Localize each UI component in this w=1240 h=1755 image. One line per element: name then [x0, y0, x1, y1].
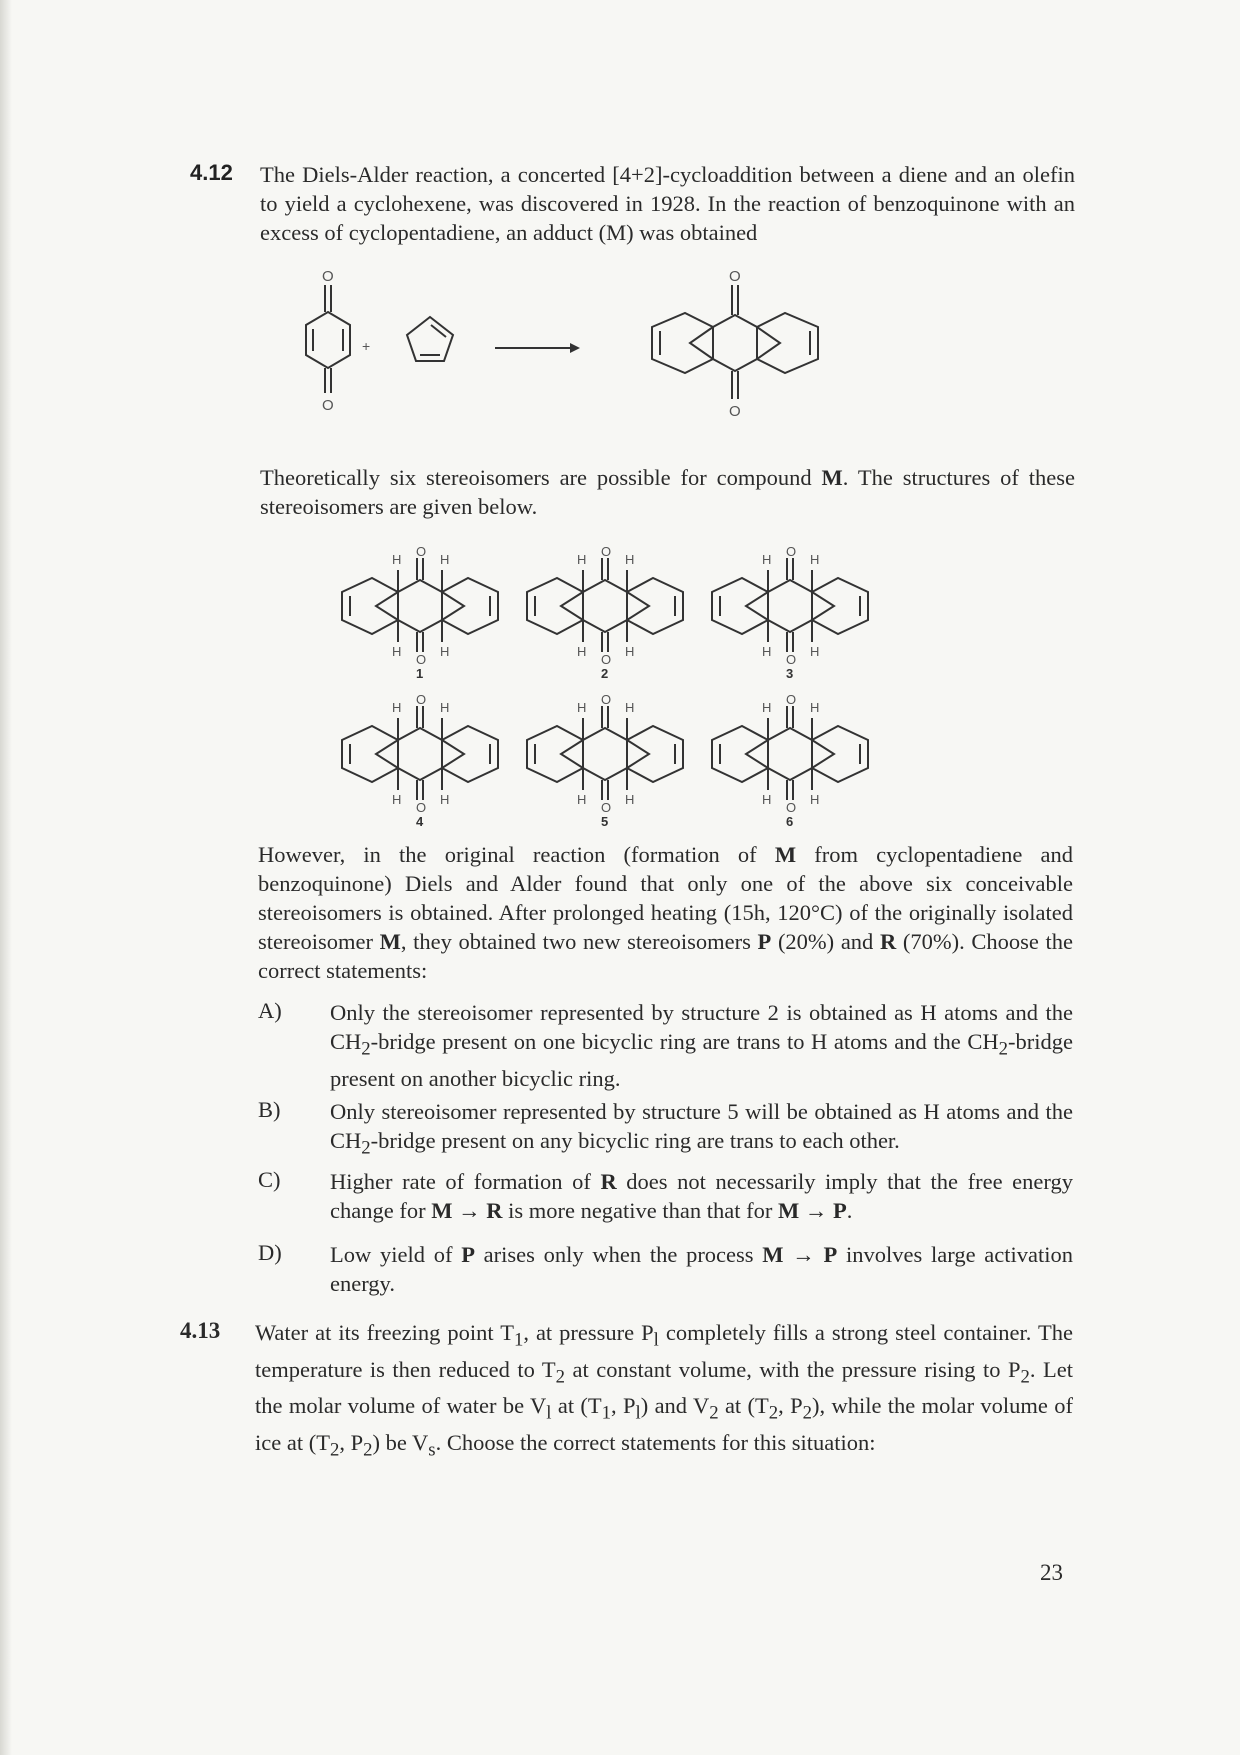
- option-c-text: Higher rate of formation of R does not necessarily imply that the free energy change for M → R is more negative than that for M → P.: [330, 1169, 1073, 1223]
- svg-text:H: H: [440, 644, 450, 659]
- svg-text:O: O: [416, 800, 427, 815]
- cyclopentadiene-structure: [407, 317, 453, 361]
- structure-label-2: 2: [601, 666, 609, 681]
- svg-text:O: O: [601, 652, 612, 667]
- svg-text:O: O: [416, 652, 427, 667]
- svg-text:H: H: [577, 552, 587, 567]
- svg-text:H: H: [577, 792, 587, 807]
- option-b-text: Only stereoisomer represented by structure 5 will be obtained as H atoms and the $CH_2$-bridge present on any bicyclic ring are trans to each other.: [330, 1099, 1073, 1159]
- svg-text:O: O: [786, 692, 797, 707]
- adduct-oxygen-top: O: [729, 268, 741, 285]
- svg-text:H: H: [625, 792, 635, 807]
- structure-label-6: 6: [786, 814, 794, 829]
- option-b-letter: B): [258, 1097, 281, 1122]
- structure-label-1: 1: [416, 666, 424, 681]
- stereoisomers-intro: Theoretically six stereoisomers are possible for compound M. The structures of these stereoisomers are given below.: [260, 465, 1075, 519]
- paragraph-however: However, in the original reaction (formation of M from cyclopentadiene and benzoquinone) Diels and Alder found that only one of the above six conceivable stereoisomers is obtained. After prolonged heating (15h, 120°C) of the originally isolated stereoisomer M, they obtained two new stereoisomers P (20%) and R (70%). Choose the correct statements:: [258, 842, 1074, 983]
- svg-text:H: H: [810, 552, 820, 567]
- svg-text:H: H: [762, 792, 772, 807]
- svg-text:O: O: [416, 544, 427, 559]
- svg-text:H: H: [810, 792, 820, 807]
- svg-text:H: H: [392, 792, 402, 807]
- stereoisomer-3: [712, 544, 868, 681]
- adduct-oxygen-bottom: O: [729, 403, 741, 420]
- svg-text:H: H: [440, 792, 450, 807]
- question-number-4-13: 4.13: [180, 1318, 221, 1343]
- question-4-12-intro: The Diels-Alder reaction, a concerted [4+2]-cycloaddition between a diene and an olefin to yield a cyclohexene, was discovered in 1928. In the reaction of benzoquinone with an excess of cyclopentadiene, an adduct (M) was obtained: [260, 162, 1075, 245]
- svg-text:O: O: [786, 652, 797, 667]
- reaction-arrowhead: [570, 343, 580, 353]
- svg-text:O: O: [786, 800, 797, 815]
- svg-text:H: H: [577, 644, 587, 659]
- svg-text:H: H: [440, 552, 450, 567]
- svg-text:H: H: [392, 644, 402, 659]
- page-edge-shadow: [0, 0, 12, 1755]
- svg-text:H: H: [810, 644, 820, 659]
- stereoisomer-4: [342, 692, 498, 829]
- svg-text:O: O: [601, 800, 612, 815]
- page-number: 23: [1040, 1560, 1063, 1585]
- structure-label-5: 5: [601, 814, 609, 829]
- option-a-text: Only the stereoisomer represented by structure 2 is obtained as H atoms and the $CH_2$-bridge present on one bicyclic ring are trans to H atoms and the $CH_2$-bridge present on another bicyclic ring.: [330, 1000, 1073, 1091]
- svg-text:H: H: [577, 700, 587, 715]
- stereoisomer-1: [342, 544, 498, 681]
- svg-text:O: O: [786, 544, 797, 559]
- question-4-13-text: Water at its freezing point $T_1$, at pressure $P_l$ completely fills a strong steel container. The temperature is then reduced to $T_2$ at constant volume, with the pressure rising to $P_2$. Let the molar volume of water be $V_l$ at ($T_1$, $P_l$) and $V_2$ at ($T_2$, $P_2$), while the molar volume of ice at ($T_2$, $P_2$) be $V_s$. Choose the correct statements for this situation:: [255, 1320, 1073, 1460]
- structure-label-3: 3: [786, 666, 794, 681]
- quinone-oxygen-top: O: [322, 268, 334, 285]
- option-c-letter: C): [258, 1167, 281, 1192]
- plus-sign: +: [362, 338, 371, 354]
- svg-text:H: H: [810, 700, 820, 715]
- svg-text:H: H: [625, 552, 635, 567]
- svg-text:H: H: [762, 700, 772, 715]
- svg-text:H: H: [625, 644, 635, 659]
- reaction-scheme: [280, 265, 840, 430]
- svg-text:H: H: [392, 552, 402, 567]
- svg-text:O: O: [416, 692, 427, 707]
- svg-text:H: H: [440, 700, 450, 715]
- stereoisomer-6: [712, 692, 868, 829]
- option-d-text: Low yield of P arises only when the process M → P involves large activation energy.: [330, 1242, 1074, 1296]
- option-a-letter: A): [258, 998, 282, 1023]
- svg-text:H: H: [762, 644, 772, 659]
- adduct-M-structure: [652, 285, 818, 399]
- question-number-4-12: 4.12: [190, 160, 233, 185]
- svg-text:O: O: [601, 544, 612, 559]
- stereoisomer-structures: [340, 540, 900, 830]
- benzoquinone-structure: [306, 285, 350, 393]
- option-d-letter: D): [258, 1240, 282, 1265]
- svg-text:H: H: [392, 700, 402, 715]
- stereoisomer-5: [527, 692, 683, 829]
- quinone-oxygen-bottom: O: [322, 397, 334, 414]
- svg-text:H: H: [625, 700, 635, 715]
- stereoisomer-2: [527, 544, 683, 681]
- svg-text:H: H: [762, 552, 772, 567]
- svg-text:O: O: [601, 692, 612, 707]
- structure-label-4: 4: [416, 814, 424, 829]
